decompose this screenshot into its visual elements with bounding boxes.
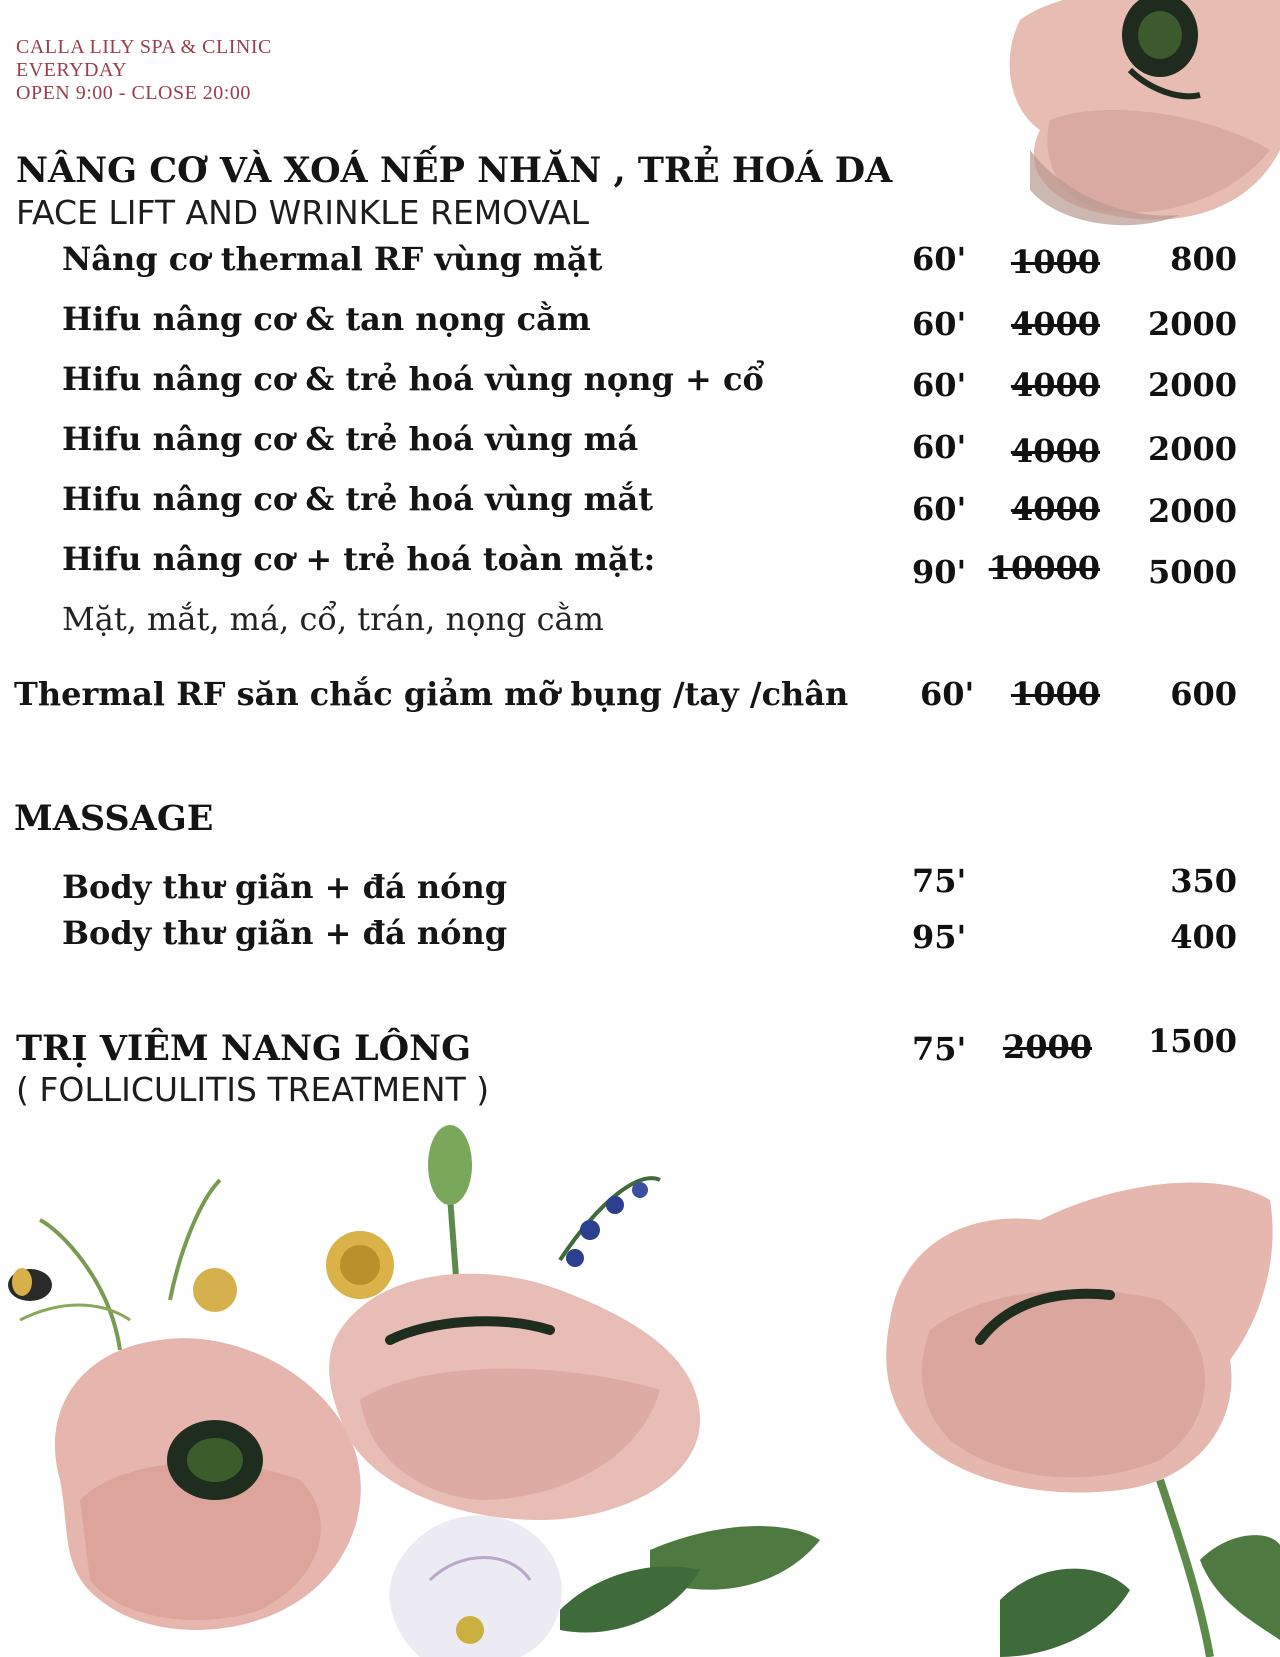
thermal-body-old-price: 1000 bbox=[1010, 675, 1100, 713]
bottom-right-poppy-illustration bbox=[886, 1183, 1280, 1657]
service-duration: 60' bbox=[912, 366, 967, 404]
service-price: 2000 bbox=[1147, 430, 1237, 468]
bottom-bouquet-illustration bbox=[8, 1125, 820, 1657]
service-name: Hifu nâng cơ + trẻ hoá toàn mặt: bbox=[62, 540, 656, 578]
opening-hours: OPEN 9:00 - CLOSE 20:00 bbox=[16, 82, 251, 104]
service-price: 2000 bbox=[1147, 305, 1237, 343]
open-days: EVERYDAY bbox=[16, 59, 128, 81]
service-duration: 90' bbox=[912, 553, 967, 591]
service-old-price: 1000 bbox=[1010, 243, 1100, 281]
folliculitis-duration: 75' bbox=[912, 1030, 967, 1068]
full-face-note: Mặt, mắt, má, cổ, trán, nọng cằm bbox=[62, 600, 604, 638]
service-name: Nâng cơ thermal RF vùng mặt bbox=[62, 240, 603, 278]
service-price: 2000 bbox=[1147, 366, 1237, 404]
service-duration: 60' bbox=[912, 428, 967, 466]
thermal-body-price: 600 bbox=[1170, 675, 1237, 713]
folliculitis-subtitle: ( FOLLICULITIS TREATMENT ) bbox=[16, 1070, 490, 1109]
face-lift-section-title: NÂNG CƠ VÀ XOÁ NẾP NHĂN , TRẺ HOÁ DA bbox=[16, 150, 893, 191]
service-name: Hifu nâng cơ & trẻ hoá vùng mắt bbox=[62, 480, 653, 518]
massage-price: 400 bbox=[1170, 918, 1237, 956]
service-price: 800 bbox=[1170, 240, 1237, 278]
thermal-body-duration: 60' bbox=[920, 675, 975, 713]
massage-duration: 75' bbox=[912, 862, 967, 900]
service-duration: 60' bbox=[912, 305, 967, 343]
service-price: 2000 bbox=[1147, 492, 1237, 530]
service-old-price: 4000 bbox=[1010, 366, 1100, 404]
service-duration: 60' bbox=[912, 240, 967, 278]
folliculitis-old-price: 2000 bbox=[1002, 1028, 1092, 1066]
service-price: 5000 bbox=[1147, 553, 1237, 591]
massage-section-title: MASSAGE bbox=[14, 798, 214, 839]
top-right-poppy-illustration bbox=[1010, 0, 1280, 225]
service-old-price: 4000 bbox=[1010, 305, 1100, 343]
face-lift-section-subtitle: FACE LIFT AND WRINKLE REMOVAL bbox=[16, 193, 590, 232]
thermal-body-service-name: Thermal RF săn chắc giảm mỡ bụng /tay /chân bbox=[14, 675, 849, 713]
spa-name: CALLA LILY SPA & CLINIC bbox=[16, 36, 272, 58]
service-old-price: 10000 bbox=[988, 549, 1100, 587]
service-old-price: 4000 bbox=[1010, 432, 1100, 470]
service-name: Hifu nâng cơ & trẻ hoá vùng nọng + cổ bbox=[62, 360, 764, 398]
folliculitis-price: 1500 bbox=[1147, 1022, 1237, 1060]
service-duration: 60' bbox=[912, 490, 967, 528]
massage-service-name: Body thư giãn + đá nóng bbox=[62, 868, 508, 906]
massage-price: 350 bbox=[1170, 862, 1237, 900]
massage-service-name: Body thư giãn + đá nóng bbox=[62, 914, 508, 952]
service-old-price: 4000 bbox=[1010, 490, 1100, 528]
service-name: Hifu nâng cơ & tan nọng cằm bbox=[62, 300, 591, 338]
folliculitis-title: TRỊ VIÊM NANG LÔNG bbox=[16, 1028, 472, 1069]
service-name: Hifu nâng cơ & trẻ hoá vùng má bbox=[62, 420, 639, 458]
massage-duration: 95' bbox=[912, 918, 967, 956]
